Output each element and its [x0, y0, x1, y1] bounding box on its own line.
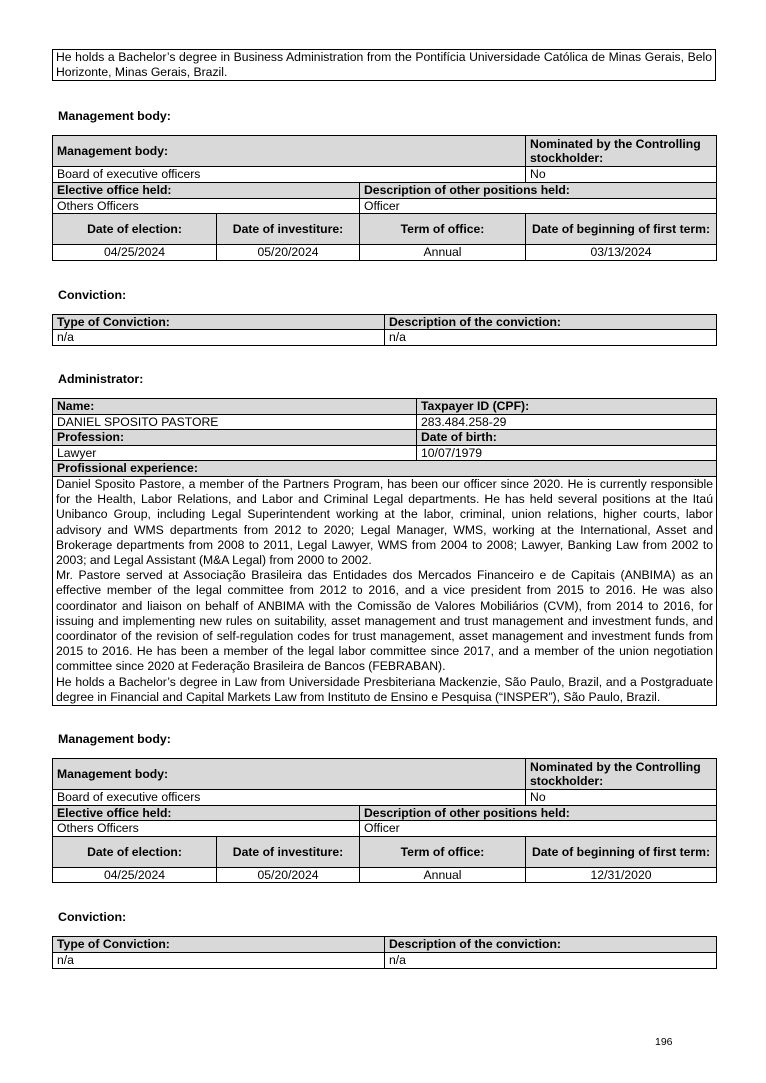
- conviction-desc-value: n/a: [385, 330, 717, 346]
- term-value: Annual: [360, 867, 526, 883]
- conviction-section-title-1: Conviction:: [58, 287, 127, 302]
- first-term-label: Date of beginning of first term:: [526, 214, 717, 245]
- elective-office-value: Others Officers: [53, 821, 360, 837]
- admin-dob-label: Date of birth:: [417, 430, 717, 446]
- nominated-value: No: [526, 789, 717, 805]
- conviction-section-title-2: Conviction:: [58, 910, 127, 925]
- elective-office-label: Elective office held:: [53, 805, 360, 821]
- date-investiture-value: 05/20/2024: [217, 867, 360, 883]
- elective-office-value: Others Officers: [53, 198, 360, 214]
- admin-experience-text: [53, 476, 717, 705]
- conviction-table-1: [52, 314, 717, 346]
- nominated-value: No: [526, 167, 717, 183]
- management-table-1: [52, 135, 717, 260]
- other-positions-value: Officer: [360, 821, 717, 837]
- first-term-label: Date of beginning of first term:: [526, 836, 717, 867]
- management-body-value: Board of executive officers: [53, 167, 526, 183]
- admin-cpf-value: 283.484.258-29: [417, 414, 717, 430]
- experience-paragraph-1: Daniel Sposito Pastore, a member of the Partners Program, has been our officer since 2020. He is currently responsible for the Health, Labor Relations, and Labor and Criminal Legal departments. He has held several positions at the Itaú Unibanco Group, including Legal Superintendent working at the labor, criminal, union relations, higher courts, labor advisory and WMS departments from 2012 to 2020; Legal Manager, WMS, working at the International, Asset and Brokerage departments from 2008 to 2011, Legal Lawyer, WMS from 2004 to 2008; Lawyer, Banking Law from 2002 to 2003; and Legal Assistant (M&A Legal) from 2000 to 2002.: [56, 476, 713, 567]
- admin-dob-value: 10/07/1979: [417, 445, 717, 461]
- nominated-label: Nominated by the Controlling stockholder:: [526, 758, 717, 789]
- other-positions-label: Description of other positions held:: [360, 805, 717, 821]
- intro-text: He holds a Bachelor’s degree in Business Administration from the Pontifícia Universidade Católica de Minas Gerais, Belo Horizonte, Minas Gerais, Brazil.: [53, 50, 716, 81]
- nominated-label: Nominated by the Controlling stockholder:: [526, 136, 717, 167]
- date-investiture-value: 05/20/2024: [217, 245, 360, 261]
- date-election-label: Date of election:: [53, 214, 217, 245]
- conviction-desc-label: Description of the conviction:: [385, 937, 717, 953]
- conviction-type-label: Type of Conviction:: [53, 937, 385, 953]
- other-positions-label: Description of other positions held:: [360, 183, 717, 199]
- intro-table: [52, 49, 716, 81]
- conviction-desc-value: n/a: [385, 952, 717, 968]
- date-investiture-label: Date of investiture:: [217, 836, 360, 867]
- date-investiture-label: Date of investiture:: [217, 214, 360, 245]
- admin-experience-label: Profissional experience:: [53, 461, 717, 477]
- conviction-type-value: n/a: [53, 330, 385, 346]
- conviction-desc-label: Description of the conviction:: [385, 314, 717, 330]
- management-body-value: Board of executive officers: [53, 789, 526, 805]
- management-section-title-1: Management body:: [58, 109, 171, 124]
- admin-cpf-label: Taxpayer ID (CPF):: [417, 398, 717, 414]
- experience-paragraph-3: He holds a Bachelor’s degree in Law from Universidade Presbiteriana Mackenzie, São Paulo, Brazil, and a Postgraduate degree in Financial and Capital Markets Law from Instituto de Ensino e Pesquisa (“INSPER”), São Paulo, Brazil.: [56, 674, 713, 704]
- term-label: Term of office:: [360, 836, 526, 867]
- term-label: Term of office:: [360, 214, 526, 245]
- admin-name-label: Name:: [53, 398, 417, 414]
- first-term-value: 12/31/2020: [526, 867, 717, 883]
- conviction-table-2: [52, 936, 717, 968]
- elective-office-label: Elective office held:: [53, 183, 360, 199]
- management-table-2: [52, 758, 717, 883]
- term-value: Annual: [360, 245, 526, 261]
- document-page: [52, 49, 716, 969]
- date-election-value: 04/25/2024: [53, 867, 217, 883]
- experience-paragraph-2: Mr. Pastore served at Associação Brasileira das Entidades dos Mercados Financeiro e de Capitais (ANBIMA) as an effective member of the legal committee from 2012 to 2016, and a vice president from 2015 to 2016. He was also coordinator and liaison on behalf of ANBIMA with the Comissão de Valores Mobiliários (CVM), from 2014 to 2016, for issuing and implementing new rules on suitability, asset management and trust management and investment funds, and coordinator of the revision of self-regulation codes for trust management, asset management and investment funds from 2015 to 2016. He has been a member of the legal labor committee since 2017, and a member of the union negotiation committee since 2020 at Federação Brasileira de Bancos (FEBRABAN).: [56, 568, 713, 674]
- management-body-label: Management body:: [53, 136, 526, 167]
- date-election-value: 04/25/2024: [53, 245, 217, 261]
- date-election-label: Date of election:: [53, 836, 217, 867]
- first-term-value: 03/13/2024: [526, 245, 717, 261]
- admin-name-value: DANIEL SPOSITO PASTORE: [53, 414, 417, 430]
- conviction-type-value: n/a: [53, 952, 385, 968]
- administrator-table: [52, 398, 717, 706]
- other-positions-value: Officer: [360, 198, 717, 214]
- page-number: 196: [655, 1036, 673, 1048]
- administrator-section-title: Administrator:: [58, 371, 144, 386]
- admin-profession-value: Lawyer: [53, 445, 417, 461]
- admin-profession-label: Profession:: [53, 430, 417, 446]
- conviction-type-label: Type of Conviction:: [53, 314, 385, 330]
- management-section-title-2: Management body:: [58, 731, 171, 746]
- management-body-label: Management body:: [53, 758, 526, 789]
